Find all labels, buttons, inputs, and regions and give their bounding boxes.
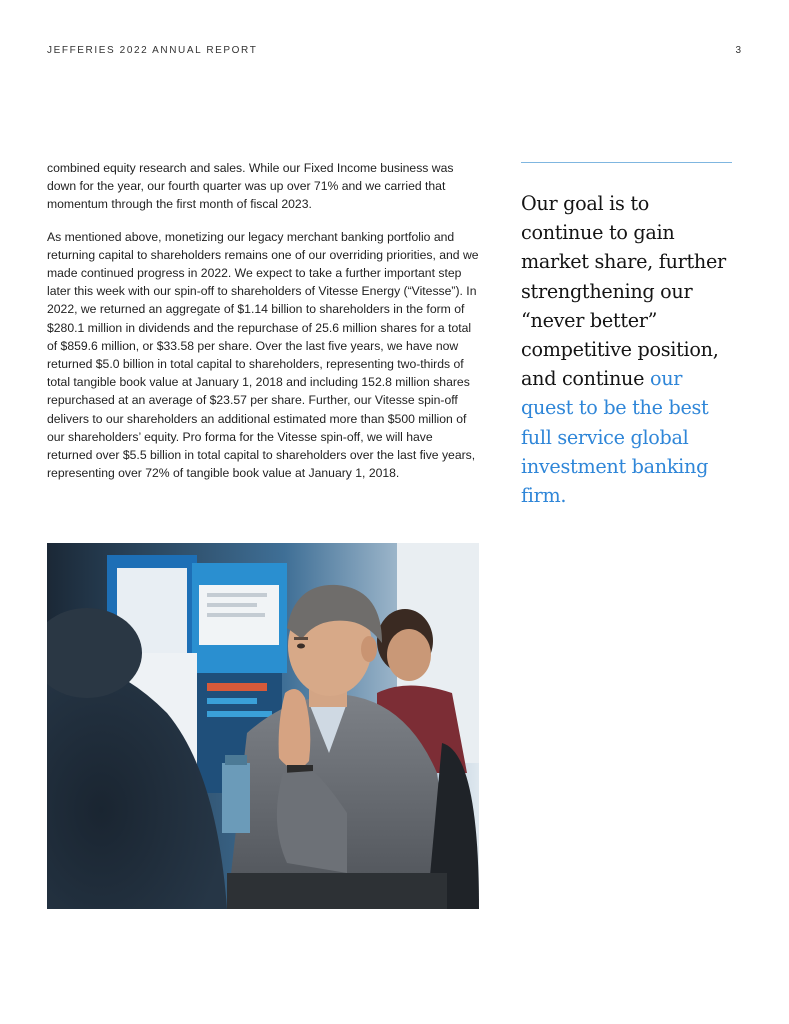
pull-quote-lead: Our goal is to continue to gain market share, further strengthening our “never better” competitive position, and continue bbox=[521, 192, 726, 391]
body-text-column bbox=[47, 159, 479, 496]
trading-desk-photo bbox=[47, 543, 479, 909]
pull-quote-highlight: our quest to be the best full service global investment banking firm. bbox=[521, 367, 709, 508]
report-title: JEFFERIES 2022 ANNUAL REPORT bbox=[47, 45, 258, 56]
pull-quote-text bbox=[521, 189, 736, 510]
body-paragraph: combined equity research and sales. While our Fixed Income business was down for the year, our fourth quarter was up over 71% and we carried that momentum through the first month of fiscal 2023. bbox=[47, 161, 454, 212]
body-paragraph: As mentioned above, monetizing our legacy merchant banking portfolio and returning capital to shareholders remains one of our overriding priorities, and we made continued progress in 2022. We expect to take a further important step later this week with our spin-off to shareholders of Vitesse Energy (“Vitesse”). In 2022, we returned an aggregate of $1.14 billion to shareholders in the form of $280.1 million in dividends and the repurchase of 25.6 million shares for a total of $859.6 million, or $33.58 per share. Over the last five years, we have now returned $5.0 billion in total capital to shareholders, representing two-thirds of total tangible book value at January 1, 2018 and including 152.8 million shares repurchased at an average of $23.57 per share. Further, our Vitesse spin-off delivers to our shareholders an additional estimated more than $500 million of our shareholders’ equity. Pro forma for the Vitesse spin-off, we will have returned over $5.5 billion in total capital to shareholders over the last five years, representing over 72% of tangible book value at January 1, 2018. bbox=[47, 229, 479, 481]
pull-quote-rule bbox=[521, 162, 732, 163]
page-number: 3 bbox=[735, 45, 742, 56]
photo-illustration bbox=[47, 543, 479, 909]
pull-quote bbox=[521, 162, 736, 510]
